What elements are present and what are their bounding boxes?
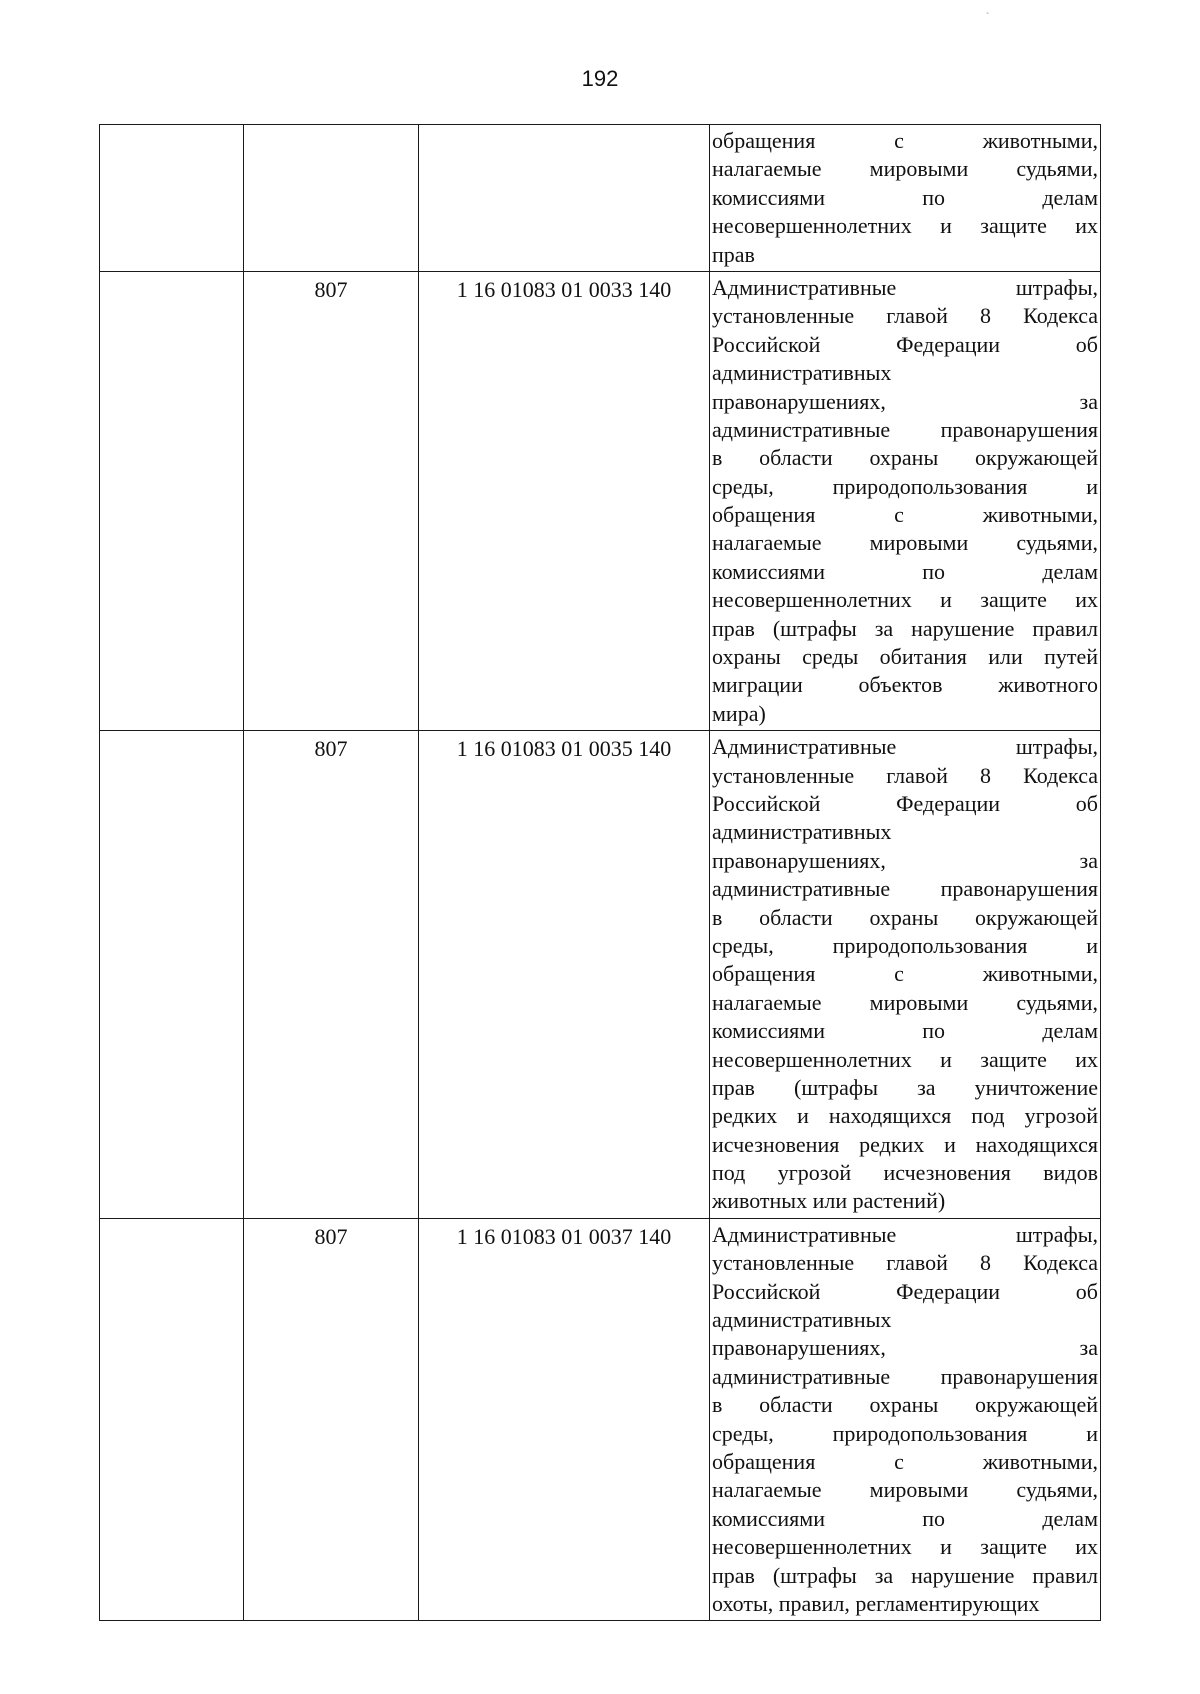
description-line: правонарушениях, за [712, 1335, 1098, 1361]
description-cell [710, 125, 1101, 272]
table-row [100, 1218, 1101, 1620]
description-line: обращения с животными, [712, 961, 1098, 987]
description-line: Российской Федерации об [712, 1278, 1098, 1304]
description-text [710, 1219, 1100, 1620]
kbk-code: 1 16 01083 01 0035 140 [456, 736, 672, 762]
description-line: комиссиями по делам [712, 1018, 1098, 1044]
description-line: административные правонарушения [712, 876, 1098, 902]
description-line: исчезновения редких и находящихся [712, 1131, 1098, 1157]
description-cell [710, 1218, 1101, 1620]
empty-cell [100, 731, 244, 1219]
description-line: Административные штрафы, [712, 274, 1098, 300]
description-text [710, 272, 1100, 730]
admin-code: 807 [314, 736, 348, 762]
kbk-code-cell [419, 1218, 710, 1620]
kbk-code [419, 125, 709, 129]
description-line: прав (штрафы за нарушение правил [712, 615, 1098, 641]
description-line: Российской Федерации об [712, 331, 1098, 357]
table-row [100, 271, 1101, 730]
description-line: мира) [712, 700, 766, 726]
description-cell [710, 731, 1101, 1219]
description-line: административных [712, 360, 892, 386]
description-line: несовершеннолетних и защите их [712, 587, 1098, 613]
description-line: обращения с животными, [712, 128, 1098, 153]
empty-cell [100, 271, 244, 730]
description-line: редких и находящихся под угрозой [712, 1103, 1098, 1129]
description-line: среды, природопользования и [712, 1420, 1098, 1446]
kbk-code-cell [419, 731, 710, 1219]
description-line: налагаемые мировыми судьями, [712, 156, 1098, 182]
kbk-code-cell [419, 271, 710, 730]
description-line: охраны среды обитания или путей [712, 644, 1098, 670]
kbk-code-cell [419, 125, 710, 272]
table-row [100, 731, 1101, 1219]
description-line: среды, природопользования и [712, 473, 1098, 499]
description-line: в области охраны окружающей [712, 904, 1098, 930]
kbk-code: 1 16 01083 01 0033 140 [456, 276, 672, 302]
description-line: налагаемые мировыми судьями, [712, 530, 1098, 556]
admin-code [244, 125, 418, 129]
description-line: установленные главой 8 Кодекса [712, 303, 1098, 329]
description-line: прав (штрафы за уничтожение [712, 1074, 1098, 1100]
description-line: среды, природопользования и [712, 932, 1098, 958]
description-line: административных [712, 819, 892, 845]
description-line: Административные штрафы, [712, 1221, 1098, 1247]
description-line: обращения с животными, [712, 1448, 1098, 1474]
description-line: прав (штрафы за нарушение правил [712, 1562, 1098, 1588]
description-line: несовершеннолетних и защите их [712, 1534, 1098, 1560]
description-line: обращения с животными, [712, 502, 1098, 528]
admin-code-cell [244, 1218, 419, 1620]
description-line: административные правонарушения [712, 1363, 1098, 1389]
description-line: установленные главой 8 Кодекса [712, 762, 1098, 788]
description-line: в области охраны окружающей [712, 1392, 1098, 1418]
budget-codes-table [99, 124, 1101, 1621]
description-line: миграции объектов животного [712, 672, 1098, 698]
description-line: административные правонарушения [712, 416, 1098, 442]
kbk-code: 1 16 01083 01 0037 140 [456, 1223, 672, 1249]
description-text [710, 731, 1100, 1218]
description-text [710, 125, 1100, 271]
description-cell [710, 271, 1101, 730]
description-line: правонарушениях, за [712, 388, 1098, 414]
description-line: несовершеннолетних и защите их [712, 1046, 1098, 1072]
table-row [100, 125, 1101, 272]
admin-code-cell [244, 125, 419, 272]
description-line: Административные штрафы, [712, 734, 1098, 760]
description-line: комиссиями по делам [712, 1505, 1098, 1531]
description-line: животных или растений) [712, 1188, 946, 1214]
description-line: охоты, правил, регламентирующих [712, 1590, 1040, 1616]
description-line: комиссиями по делам [712, 184, 1098, 210]
description-line: прав [712, 241, 755, 267]
admin-code-cell [244, 271, 419, 730]
description-line: Российской Федерации об [712, 790, 1098, 816]
description-line: налагаемые мировыми судьями, [712, 1477, 1098, 1503]
description-line: правонарушениях, за [712, 847, 1098, 873]
description-line: под угрозой исчезновения видов [712, 1160, 1098, 1186]
description-line: установленные главой 8 Кодекса [712, 1250, 1098, 1276]
empty-cell [100, 125, 244, 272]
admin-code: 807 [314, 276, 348, 302]
scan-mark: ` [986, 12, 990, 23]
description-line: несовершеннолетних и защите их [712, 213, 1098, 239]
description-line: в области охраны окружающей [712, 445, 1098, 471]
table-body [100, 125, 1101, 1621]
admin-code-cell [244, 731, 419, 1219]
admin-code: 807 [314, 1223, 348, 1249]
empty-cell [100, 1218, 244, 1620]
page-number: 192 [581, 66, 619, 91]
description-line: налагаемые мировыми судьями, [712, 989, 1098, 1015]
description-line: комиссиями по делам [712, 558, 1098, 584]
description-line: административных [712, 1307, 892, 1333]
